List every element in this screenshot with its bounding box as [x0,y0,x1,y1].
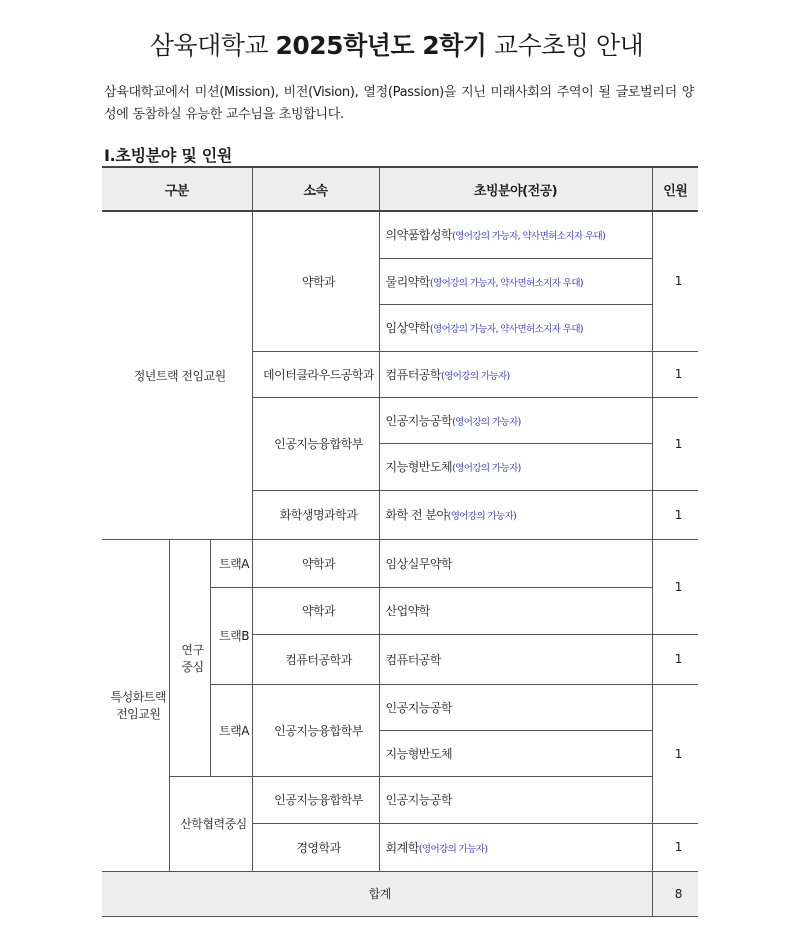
count-cell: 1 [652,490,698,539]
field-name: 지능형반도체 [385,460,453,474]
count-cell: 1 [652,634,698,684]
table-row [102,539,698,587]
recruitment-table [102,166,698,917]
field-name: 임상약학 [385,321,430,335]
field-name: 화학 전 분야 [385,508,448,522]
research-label-2: 중심 [181,659,204,674]
title-school: 삼육대학교 [149,31,269,60]
field-note: (영어강의 가능자) [447,511,517,522]
field-cell: 임상실무약학 [379,539,652,587]
field-cell [379,397,652,443]
special-label-1: 특성화트랙 [110,690,166,704]
field-note: (영어강의 가능자, 약사면허소지자 우대) [452,231,606,243]
total-label: 합계 [102,871,652,916]
table-row [102,211,698,258]
field-cell [379,211,652,258]
header-count: 인원 [652,167,698,211]
dept-ai: 인공지능융합학부 [252,397,379,490]
field-name: 인공지능공학 [385,413,453,428]
track-a-2: 트랙A [210,684,252,776]
field-cell: 지능형반도체 [379,730,652,776]
header-department: 소속 [252,167,379,211]
field-cell: 컴퓨터공학 [379,634,652,684]
count-cell: 1 [652,684,698,823]
field-cell: 인공지능공학 [379,684,652,730]
field-note: (영어강의 가능자) [452,463,521,474]
header-category: 구분 [102,167,252,211]
table-row [102,776,698,823]
dept-cell: 컴퓨터공학과 [252,634,379,684]
research-focus [169,539,210,776]
total-row [102,871,698,916]
total-value: 8 [652,871,698,916]
field-cell: 인공지능공학 [379,776,652,823]
section-title: Ⅰ.초빙분야 및 인원 [104,146,233,165]
dept-cell: 인공지능융합학부 [252,776,379,823]
title-term: 2025학년도 2학기 [275,31,487,60]
field-name: 의약품합성학 [385,228,453,243]
industry-focus: 산학협력중심 [169,776,252,871]
field-name: 물리약학 [385,274,430,289]
field-cell [379,258,652,304]
table-header-row [102,167,698,211]
dept-pharmacy: 약학과 [252,211,379,351]
count-cell: 1 [652,397,698,490]
dept-datacloud: 데이터클라우드공학과 [252,351,379,397]
dept-chem: 화학생명과학과 [252,490,379,539]
header-field: 초빙분야(전공) [379,167,652,211]
title-subject: 교수초빙 안내 [493,31,644,60]
intro-text: 삼육대학교에서 미션(Mission), 비전(Vision), 열정(Passion)을 지닌 미래사회의 주역이 될 글로벌리더 양성에 동참하실 유능한 교수님을 초빙합니다. [104,85,694,122]
field-name: 컴퓨터공학 [385,367,441,382]
field-cell [379,304,652,351]
dept-cell: 약학과 [252,539,379,587]
field-cell [379,443,652,490]
dept-cell: 인공지능융합학부 [252,684,379,776]
dept-cell: 경영학과 [252,823,379,871]
field-cell [379,351,652,397]
count-cell: 1 [652,211,698,351]
category-special-track [102,539,169,871]
count-cell: 1 [652,539,698,634]
field-name: 회계학 [385,840,419,855]
page-title [0,26,793,62]
track-a: 트랙A [210,539,252,587]
field-cell [379,823,652,871]
dept-cell: 약학과 [252,587,379,634]
field-note: (영어강의 가능자) [452,416,521,428]
field-note: (영어강의 가능자, 약사면허소지자 우대) [429,277,584,289]
field-cell [379,490,652,539]
field-note: (영어강의 가능자, 약사면허소지자 우대) [429,324,584,335]
special-label-2: 전임교원 [116,707,161,721]
track-b: 트랙B [210,587,252,684]
count-cell: 1 [652,823,698,871]
research-label-1: 연구 [181,642,204,657]
category-tenure-track: 정년트랙 전임교원 [102,211,252,539]
field-note: (영어강의 가능자) [440,370,510,382]
field-note: (영어강의 가능자) [418,843,488,855]
count-cell: 1 [652,351,698,397]
field-cell: 산업약학 [379,587,652,634]
